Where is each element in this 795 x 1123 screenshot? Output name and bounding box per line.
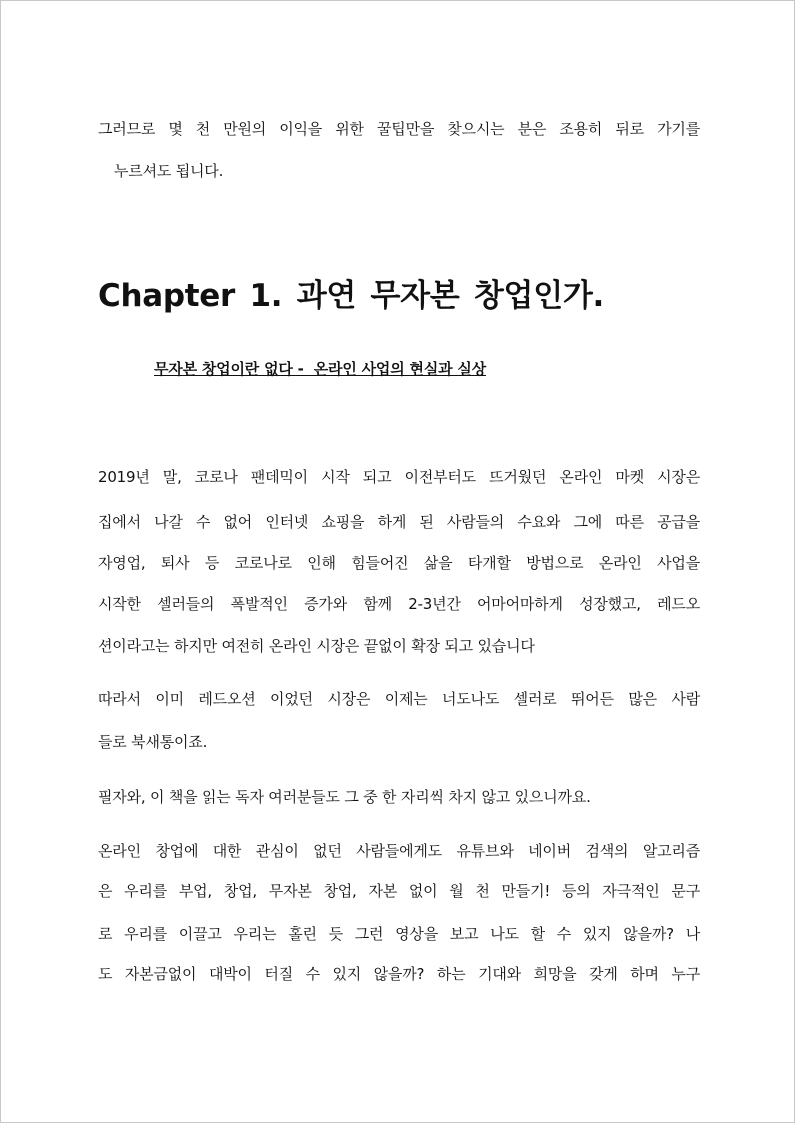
- paragraph-1-line-4: 시작한 셀러들의 폭발적인 증가와 함께 2-3년간 어마어마하게 성장했고, 레드오: [98, 595, 700, 613]
- paragraph-3-line-1: 필자와, 이 책을 읽는 독자 여러분들도 그 중 한 자리씩 차지 않고 있으니까요.: [98, 788, 591, 806]
- paragraph-1-line-3: 자영업, 퇴사 등 코로나로 인해 힘들어진 삶을 타개할 방법으로 온라인 사업을: [98, 554, 700, 572]
- chapter-title: Chapter 1. 과연 무자본 창업인가.: [98, 278, 604, 314]
- paragraph-2-line-1: 따라서 이미 레드오션 이었던 시장은 이제는 너도나도 셀러로 뛰어든 많은 사람: [98, 690, 700, 708]
- paragraph-4-line-4: 도 자본금없이 대박이 터질 수 있지 않을까? 하는 기대와 희망을 갖게 하며 누구: [98, 965, 700, 983]
- paragraph-4-line-3: 로 우리를 이끌고 우리는 홀린 듯 그런 영상을 보고 나도 할 수 있지 않을까? 나: [98, 925, 700, 943]
- chapter-subtitle: 무자본 창업이란 없다 - 온라인 사업의 현실과 실상: [154, 360, 487, 378]
- paragraph-4-line-2: 은 우리를 부업, 창업, 무자본 창업, 자본 없이 월 천 만들기! 등의 자극적인 문구: [98, 882, 700, 900]
- paragraph-4-line-1: 온라인 창업에 대한 관심이 없던 사람들에게도 유튜브와 네이버 검색의 알고리즘: [98, 842, 700, 860]
- paragraph-2-line-2: 들로 북새통이죠.: [98, 733, 208, 751]
- paragraph-1-line-1: 2019년 말, 코로나 팬데믹이 시작 되고 이전부터도 뜨거웠던 온라인 마켓 시장은: [98, 468, 700, 486]
- intro-line-1: 그러므로 몇 천 만원의 이익을 위한 꿀팁만을 찾으시는 분은 조용히 뒤로 가기를: [98, 120, 700, 138]
- intro-line-2: 누르셔도 됩니다.: [114, 162, 224, 180]
- paragraph-1-line-5: 션이라고는 하지만 여전히 온라인 시장은 끝없이 확장 되고 있습니다: [98, 637, 535, 655]
- paragraph-1-line-2: 집에서 나갈 수 없어 인터넷 쇼핑을 하게 된 사람들의 수요와 그에 따른 공급을: [98, 513, 700, 531]
